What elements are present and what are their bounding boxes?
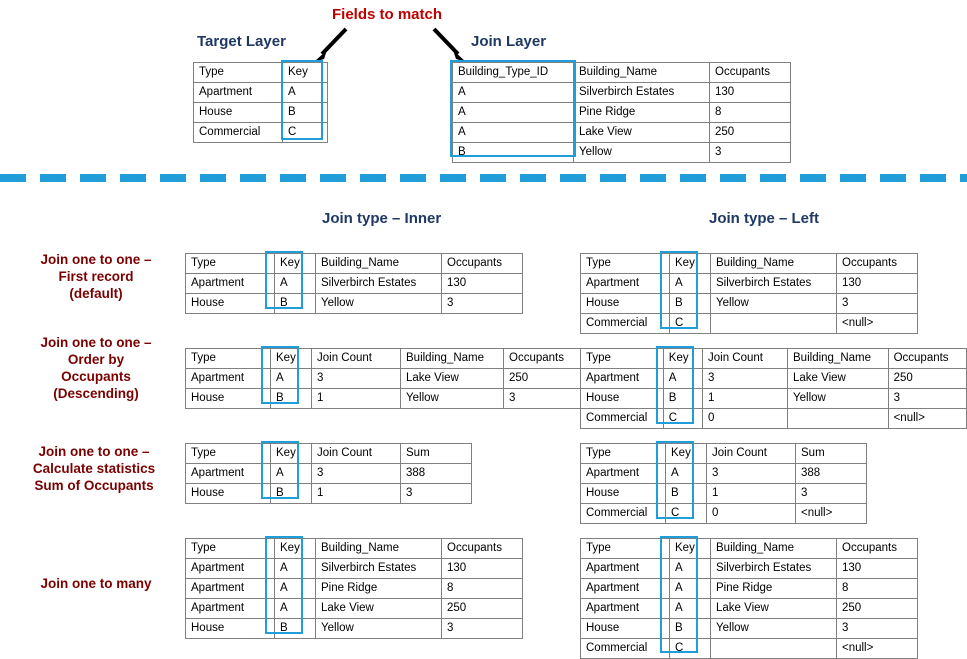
table-cell: Commercial [581, 504, 666, 524]
column-header: Join Count [312, 444, 401, 464]
table-cell: A [453, 83, 574, 103]
column-header: Join Count [707, 444, 796, 464]
table-cell: C [666, 504, 707, 524]
row-label-line: Calculate statistics [32, 460, 156, 476]
table-cell: 250 [837, 599, 918, 619]
table-cell: Apartment [581, 579, 670, 599]
table-cell: Apartment [186, 599, 275, 619]
table-cell [711, 639, 837, 659]
table-cell: 0 [707, 504, 796, 524]
table-row [581, 599, 918, 619]
table-cell [711, 314, 837, 334]
table-cell: 0 [703, 409, 788, 429]
column-header: Building_Name [316, 539, 442, 559]
table-cell: Lake View [401, 369, 504, 389]
table-header-row [453, 63, 791, 83]
column-header: Building_Name [401, 349, 504, 369]
row3-left-table-wrap [580, 443, 867, 524]
table-cell: Commercial [194, 123, 283, 143]
column-header: Type [581, 254, 670, 274]
column-header: Building_Name [574, 63, 710, 83]
table-cell: 250 [710, 123, 791, 143]
row-label-line: Sum of Occupants [34, 477, 154, 493]
table-cell: 3 [442, 294, 523, 314]
table-cell: House [581, 294, 670, 314]
table-cell: 3 [707, 464, 796, 484]
table-cell: A [453, 123, 574, 143]
table-cell: B [275, 619, 316, 639]
column-header: Key [283, 63, 328, 83]
table-cell: Apartment [186, 559, 275, 579]
table-cell: House [186, 389, 271, 409]
table-header-row [581, 254, 918, 274]
column-header: Join Count [312, 349, 401, 369]
table-cell: House [581, 619, 670, 639]
table-cell: B [666, 484, 707, 504]
table-cell: 250 [442, 599, 523, 619]
column-header: Sum [401, 444, 472, 464]
table-cell: B [275, 294, 316, 314]
table-cell: House [186, 484, 271, 504]
table-cell: 8 [837, 579, 918, 599]
table-cell: <null> [837, 639, 918, 659]
table-cell: Yellow [574, 143, 710, 163]
table-cell: 3 [442, 619, 523, 639]
table-body [186, 559, 523, 639]
table-row [194, 103, 328, 123]
column-header: Building_Name [316, 254, 442, 274]
column-header: Type [581, 444, 666, 464]
table-cell: Apartment [581, 464, 666, 484]
table-cell [788, 409, 889, 429]
column-header: Building_Type_ID [453, 63, 574, 83]
table-cell: <null> [796, 504, 867, 524]
column-header: Key [271, 444, 312, 464]
table-cell: A [275, 559, 316, 579]
table-cell: 3 [312, 369, 401, 389]
table-cell: Yellow [316, 619, 442, 639]
table-body [186, 274, 523, 314]
table-body [453, 83, 791, 163]
column-header: Occupants [442, 254, 523, 274]
table-cell: B [453, 143, 574, 163]
column-header: Type [194, 63, 283, 83]
table-cell: House [186, 294, 275, 314]
table-header-row [581, 539, 918, 559]
row3-left-table [580, 443, 867, 524]
table-cell: Pine Ridge [711, 579, 837, 599]
table-cell: Apartment [581, 274, 670, 294]
table-cell: C [670, 314, 711, 334]
column-header: Occupants [837, 254, 918, 274]
table-row [581, 294, 918, 314]
table-cell: House [581, 389, 664, 409]
table-row [194, 123, 328, 143]
table-row [186, 484, 472, 504]
join-layer-table [452, 62, 791, 163]
table-cell: Apartment [186, 274, 275, 294]
column-header: Type [186, 444, 271, 464]
table-row [186, 274, 523, 294]
row1-inner-table [185, 253, 523, 314]
table-cell: 3 [837, 619, 918, 639]
table-cell: Yellow [711, 619, 837, 639]
table-cell: 3 [710, 143, 791, 163]
table-row [186, 619, 523, 639]
table-cell: Apartment [581, 559, 670, 579]
table-cell: 1 [312, 389, 401, 409]
table-row [186, 464, 472, 484]
table-cell: A [275, 274, 316, 294]
table-cell: Silverbirch Estates [316, 559, 442, 579]
table-cell: 3 [504, 389, 585, 409]
target-layer-table [193, 62, 328, 143]
table-body [581, 369, 967, 429]
row-label-line: (Descending) [53, 385, 139, 401]
table-cell: 1 [312, 484, 401, 504]
table-cell: A [663, 369, 702, 389]
table-cell: B [670, 619, 711, 639]
table-header-row [186, 349, 585, 369]
row-label-join-one-to-many [10, 576, 182, 593]
row2-left-table [580, 348, 967, 429]
table-row [581, 314, 918, 334]
join-layer-table-wrap [452, 62, 791, 163]
table-cell: Yellow [711, 294, 837, 314]
row4-left-table-wrap [580, 538, 918, 659]
table-cell: Apartment [186, 369, 271, 389]
table-body [581, 464, 867, 524]
target-layer-table-wrap [193, 62, 328, 143]
table-cell: 130 [837, 274, 918, 294]
table-cell: 130 [442, 274, 523, 294]
row-label-line: Join one to one – [40, 252, 152, 267]
column-header: Key [666, 444, 707, 464]
table-cell: House [581, 484, 666, 504]
table-header-row [581, 444, 867, 464]
table-cell: 388 [401, 464, 472, 484]
table-cell: Apartment [581, 599, 670, 619]
table-head [186, 444, 472, 464]
table-cell: C [670, 639, 711, 659]
column-header: Type [581, 349, 664, 369]
column-header: Key [275, 254, 316, 274]
table-row [581, 484, 867, 504]
table-head [581, 539, 918, 559]
table-header-row [186, 254, 523, 274]
row2-left-table-wrap [580, 348, 967, 429]
row-label-first-record [10, 252, 182, 303]
table-cell: House [186, 619, 275, 639]
table-header-row [581, 349, 967, 369]
row4-inner-table [185, 538, 523, 639]
column-header: Join Count [703, 349, 788, 369]
table-cell: Commercial [581, 314, 670, 334]
table-cell: A [666, 464, 707, 484]
table-row [581, 504, 867, 524]
row-label-line: Join one to one – [40, 335, 152, 350]
table-cell: B [271, 484, 312, 504]
table-cell: A [271, 464, 312, 484]
table-head [581, 349, 967, 369]
table-row [581, 559, 918, 579]
column-header: Type [581, 539, 670, 559]
table-cell: 8 [442, 579, 523, 599]
column-header: Sum [796, 444, 867, 464]
row-label-line: First record [58, 268, 134, 284]
table-head [194, 63, 328, 83]
table-cell: 3 [837, 294, 918, 314]
table-cell: A [453, 103, 574, 123]
table-cell: 250 [888, 369, 966, 389]
column-header: Building_Name [711, 539, 837, 559]
target-layer-title: Target Layer [197, 33, 286, 50]
table-cell: 1 [703, 389, 788, 409]
table-row [581, 639, 918, 659]
table-row [581, 579, 918, 599]
table-cell: A [670, 599, 711, 619]
table-body [186, 464, 472, 504]
row1-inner-table-wrap [185, 253, 523, 314]
table-cell: A [670, 274, 711, 294]
column-header: Key [271, 349, 312, 369]
table-body [581, 274, 918, 334]
column-header: Type [186, 254, 275, 274]
table-row [581, 409, 967, 429]
table-head [186, 539, 523, 559]
row-label-line: Join one to many [40, 576, 152, 591]
table-cell: <null> [888, 409, 966, 429]
table-cell: A [275, 579, 316, 599]
section-divider [0, 174, 967, 182]
table-cell: A [275, 599, 316, 619]
table-cell: 1 [707, 484, 796, 504]
table-cell: House [194, 103, 283, 123]
table-cell: Pine Ridge [316, 579, 442, 599]
fields-to-match-title: Fields to match [332, 6, 443, 23]
table-cell: B [271, 389, 312, 409]
row1-left-table [580, 253, 918, 334]
table-cell: C [283, 123, 328, 143]
inner-join-column-title: Join type – Inner [322, 210, 442, 227]
join-layer-title: Join Layer [471, 33, 547, 50]
table-row [453, 123, 791, 143]
table-row [186, 559, 523, 579]
table-cell: B [670, 294, 711, 314]
column-header: Key [275, 539, 316, 559]
table-cell: Silverbirch Estates [316, 274, 442, 294]
table-body [194, 83, 328, 143]
table-cell: 3 [703, 369, 788, 389]
table-row [581, 464, 867, 484]
table-cell: B [663, 389, 702, 409]
column-header: Occupants [837, 539, 918, 559]
row4-left-table [580, 538, 918, 659]
table-row [581, 389, 967, 409]
table-head [186, 254, 523, 274]
table-cell: 250 [504, 369, 585, 389]
table-cell: 130 [442, 559, 523, 579]
table-cell: Pine Ridge [574, 103, 710, 123]
table-cell: Apartment [186, 464, 271, 484]
column-header: Type [186, 539, 275, 559]
column-header: Key [670, 254, 711, 274]
table-cell: Commercial [581, 639, 670, 659]
table-cell: 3 [888, 389, 966, 409]
table-header-row [186, 539, 523, 559]
table-header-row [194, 63, 328, 83]
table-row [581, 369, 967, 389]
left-join-column-title: Join type – Left [709, 210, 820, 227]
column-header: Type [186, 349, 271, 369]
row-label-line: Order by [67, 351, 125, 367]
column-header: Occupants [888, 349, 966, 369]
column-header: Occupants [442, 539, 523, 559]
table-cell: C [663, 409, 702, 429]
column-header: Building_Name [788, 349, 889, 369]
table-row [186, 599, 523, 619]
table-cell: 130 [837, 559, 918, 579]
table-cell: Lake View [788, 369, 889, 389]
table-cell: A [670, 579, 711, 599]
table-cell: Yellow [316, 294, 442, 314]
row3-inner-table [185, 443, 472, 504]
table-row [186, 579, 523, 599]
arrow-left-icon [302, 26, 352, 64]
table-cell: Lake View [316, 599, 442, 619]
table-cell: A [271, 369, 312, 389]
table-cell: Yellow [788, 389, 889, 409]
table-cell: A [283, 83, 328, 103]
table-row [581, 619, 918, 639]
table-head [581, 254, 918, 274]
column-header: Occupants [710, 63, 791, 83]
table-row [453, 83, 791, 103]
table-row [186, 369, 585, 389]
row-label-order-by-occupants [10, 335, 182, 403]
table-cell: 130 [710, 83, 791, 103]
row1-left-table-wrap [580, 253, 918, 334]
table-cell: 388 [796, 464, 867, 484]
table-cell: B [283, 103, 328, 123]
table-cell: Lake View [574, 123, 710, 143]
row2-inner-table-wrap [185, 348, 585, 409]
table-cell: A [670, 559, 711, 579]
table-head [581, 444, 867, 464]
table-row [453, 103, 791, 123]
row-label-calculate-statistics [2, 444, 186, 495]
table-row [186, 294, 523, 314]
table-row [581, 274, 918, 294]
row-label-line: Join one to one – [38, 444, 150, 459]
row-label-line: Occupants [61, 368, 131, 384]
table-cell: Yellow [401, 389, 504, 409]
table-cell: 3 [312, 464, 401, 484]
table-cell: Silverbirch Estates [711, 559, 837, 579]
table-cell: <null> [837, 314, 918, 334]
row-label-line: (default) [69, 285, 123, 301]
table-row [194, 83, 328, 103]
table-cell: Silverbirch Estates [574, 83, 710, 103]
table-head [186, 349, 585, 369]
row2-inner-table [185, 348, 585, 409]
table-cell: Silverbirch Estates [711, 274, 837, 294]
row3-inner-table-wrap [185, 443, 472, 504]
column-header: Building_Name [711, 254, 837, 274]
table-cell: Apartment [581, 369, 664, 389]
table-cell: 3 [401, 484, 472, 504]
row4-inner-table-wrap [185, 538, 523, 639]
table-body [186, 369, 585, 409]
table-cell: 8 [710, 103, 791, 123]
table-head [453, 63, 791, 83]
column-header: Key [663, 349, 702, 369]
table-body [581, 559, 918, 659]
table-cell: Lake View [711, 599, 837, 619]
column-header: Key [670, 539, 711, 559]
table-cell: 3 [796, 484, 867, 504]
table-row [186, 389, 585, 409]
column-header: Occupants [504, 349, 585, 369]
table-cell: Commercial [581, 409, 664, 429]
table-header-row [186, 444, 472, 464]
table-cell: Apartment [194, 83, 283, 103]
table-cell: Apartment [186, 579, 275, 599]
table-row [453, 143, 791, 163]
